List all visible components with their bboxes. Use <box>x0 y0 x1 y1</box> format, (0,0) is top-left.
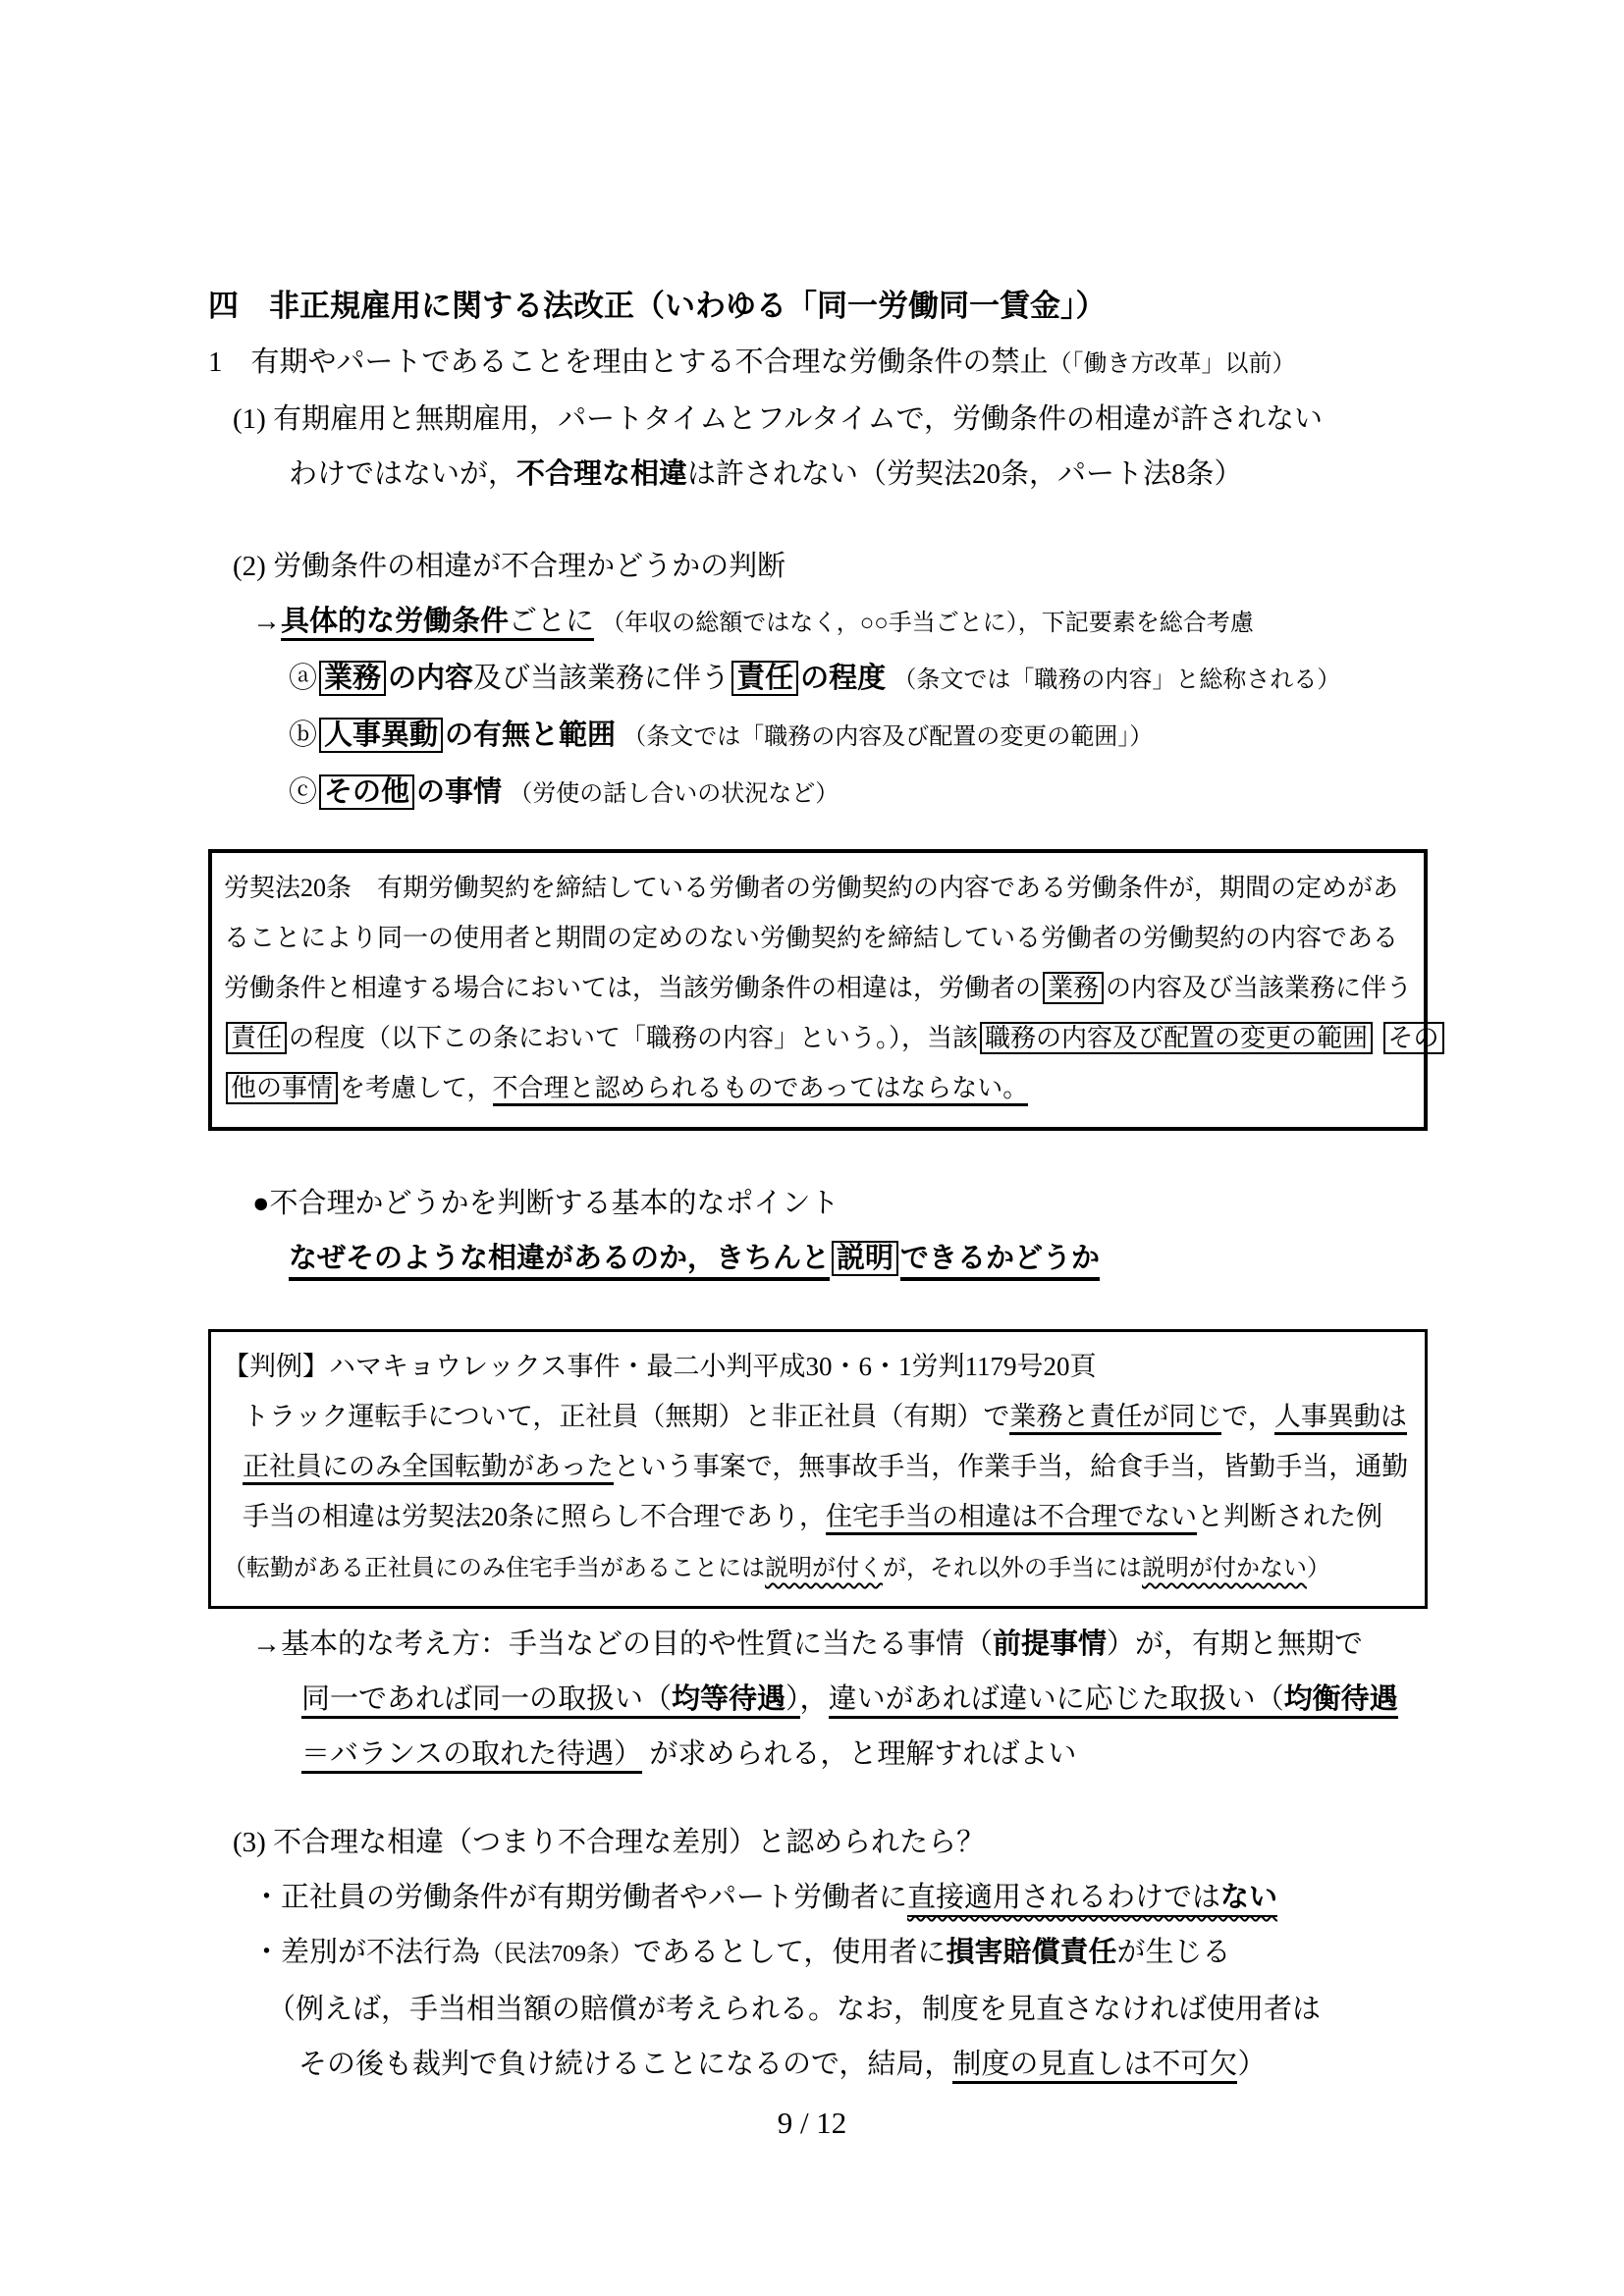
para-item3 <box>208 1815 1428 2092</box>
text-run: 説明が付かない <box>1142 1556 1307 1581</box>
text-line <box>224 863 1412 913</box>
text-run: （民法709条） <box>480 1942 634 1967</box>
text-run: 業務 <box>1043 972 1104 1004</box>
text-line <box>208 392 1428 447</box>
text-run: （条文では「職務の内容及び配置の変更の範囲」） <box>623 724 1154 750</box>
text-line <box>208 2037 1428 2092</box>
text-line <box>223 1392 1413 1442</box>
text-run: その <box>1383 1022 1444 1054</box>
text-run: の内容 <box>388 663 474 694</box>
text-run: 他の事情 <box>226 1072 338 1104</box>
text-line <box>224 1063 1412 1113</box>
text-run: 損害賠償責任 <box>946 1937 1117 1968</box>
text-run: 正社員にのみ全国転勤があった <box>243 1452 614 1485</box>
text-line <box>208 1617 1428 1672</box>
text-run: （例えば，手当相当額の賠償が考えられる。なお，制度を見直さなければ使用者は <box>267 1994 1322 2025</box>
text-line <box>208 1727 1428 1782</box>
text-run: であるとして，使用者に <box>633 1937 947 1968</box>
text-run: 説明 <box>832 1241 898 1276</box>
para-item2 <box>208 539 1428 822</box>
text-run: の事情 <box>416 776 503 808</box>
text-run: ごとに <box>509 606 594 641</box>
text-run: の程度（以下この条において「職務の内容」という。），当該 <box>289 1024 979 1052</box>
text-run: 人事異動は <box>1274 1402 1407 1435</box>
text-run: 説明が付く <box>765 1556 883 1581</box>
text-line <box>208 447 1428 502</box>
text-line <box>224 963 1412 1013</box>
text-run: 業務 <box>319 661 386 696</box>
text-run: ） <box>785 1683 800 1719</box>
text-run: の程度 <box>800 663 887 694</box>
basic-idea-para <box>208 1617 1428 1782</box>
text-run: その後も裁判で負け続けることになるので，結局， <box>298 2049 953 2080</box>
clause-box <box>208 849 1439 1131</box>
text-run: ⓐ <box>289 663 318 694</box>
text-run: （年収の総額ではなく，○○手当ごとに），下記要素を総合考慮 <box>601 611 1254 636</box>
text-line <box>208 1815 1428 1870</box>
text-run: が求められる，と理解すればよい <box>642 1738 1077 1770</box>
text-run: 均衡待遇 <box>1284 1683 1398 1719</box>
text-run: なぜそのような相違があるのか，きちんと <box>289 1243 830 1281</box>
text-run: は許されない（労契法20条，パート法8条） <box>687 458 1243 490</box>
para-item1 <box>208 392 1428 502</box>
text-run: の内容及び当該業務に伴う <box>1106 974 1413 1002</box>
text-run: 具体的な労働条件 <box>281 606 509 641</box>
text-run: ， <box>799 1683 829 1715</box>
text-run: ●不合理かどうかを判断する基本的なポイント <box>252 1188 839 1219</box>
text-line <box>208 1982 1428 2037</box>
text-run: 住宅手当の相違は不合理でない <box>826 1502 1197 1535</box>
text-line <box>208 765 1428 822</box>
text-run: （「働き方改革」以前） <box>1048 351 1296 377</box>
text-line <box>208 1672 1428 1727</box>
text-run: ）が，有期と無期で <box>1107 1629 1364 1660</box>
text-line <box>208 1870 1428 1925</box>
text-line <box>223 1342 1413 1392</box>
text-run: (2) 労働条件の相違が不合理かどうかの判断 <box>233 551 786 582</box>
text-line <box>208 1925 1428 1982</box>
text-line <box>224 1013 1439 1063</box>
text-line <box>208 335 1428 392</box>
text-run: （条文では「職務の内容」と総称される） <box>893 667 1341 693</box>
text-line <box>208 594 1428 651</box>
heading-text: 四 非正規雇用に関する法改正（いわゆる「同一労働同一賃金」） <box>208 289 1107 323</box>
text-run: 制度の見直しは不可欠 <box>952 2049 1237 2084</box>
text-run: 労働条件と相違する場合においては，当該労働条件の相違は，労働者の <box>224 974 1042 1002</box>
text-run: 責任 <box>226 1022 287 1054</box>
text-run: ・差別が不法行為 <box>252 1937 481 1968</box>
text-line <box>208 651 1428 708</box>
text-run: ・正社員の労働条件が有期労働者やパート労働者に <box>252 1882 908 1913</box>
text-line <box>208 539 1428 594</box>
text-run: 責任 <box>731 661 798 696</box>
text-run: 不合理と認められるものであってはならない。 <box>493 1074 1029 1106</box>
text-run: ） <box>1307 1556 1330 1581</box>
text-run: ない <box>1220 1882 1277 1917</box>
text-run: 前提事情 <box>993 1629 1108 1660</box>
text-run: ＝バランスの取れた待遇） <box>301 1738 642 1774</box>
text-line <box>208 1231 1428 1286</box>
text-run: わけではないが， <box>289 458 517 490</box>
text-run: の有無と範囲 <box>445 720 617 751</box>
text-run: 及び当該業務に伴う <box>473 663 731 694</box>
text-run: (3) 不合理な相違（つまり不合理な差別）と認められたら？ <box>233 1827 986 1858</box>
text-line <box>223 1442 1413 1492</box>
text-run: （労使の話し合いの状況など） <box>509 781 839 807</box>
text-run: 手当の相違は労契法20条に照らし不合理であり， <box>243 1502 826 1531</box>
text-run: 不合理な相違 <box>516 458 688 490</box>
text-line <box>223 1542 1413 1594</box>
text-run: ることにより同一の使用者と期間の定めのない労働契約を締結している労働者の労働契約の内容である <box>224 924 1399 952</box>
text-run: という事案で，無事故手当，作業手当，給食手当，皆勤手当，通勤 <box>613 1452 1409 1481</box>
text-run: (1) 有期雇用と無期雇用，パートタイムとフルタイムで，労働条件の相違が許されない <box>233 403 1324 435</box>
text-run: トラック運転手について，正社員（無期）と非正社員（有期）で <box>243 1402 1010 1431</box>
section-heading <box>208 278 1428 335</box>
text-run: ⓑ <box>289 720 318 751</box>
text-run: が，それ以外の手当には <box>883 1556 1142 1581</box>
text-run: 均等待遇 <box>672 1683 785 1719</box>
point-para <box>208 1176 1428 1286</box>
text-run: 同一であれば同一の取扱い（ <box>301 1683 672 1719</box>
text-line <box>208 708 1428 765</box>
text-run: その他 <box>319 774 414 810</box>
text-run: 職務の内容及び配置の変更の範囲 <box>980 1022 1373 1054</box>
text-run: （転勤がある正社員にのみ住宅手当があることには <box>223 1556 765 1581</box>
text-run: →基本的な考え方：手当などの目的や性質に当たる事情（ <box>252 1629 994 1660</box>
text-run <box>1375 1024 1381 1052</box>
text-line <box>208 1176 1428 1231</box>
text-run: で， <box>1221 1402 1274 1431</box>
text-run: 業務と責任が同じ <box>1009 1402 1221 1435</box>
text-run: 人事異動 <box>319 718 443 753</box>
text-run: できるかどうか <box>900 1243 1100 1281</box>
text-run: ） <box>1237 2049 1267 2080</box>
text-run: が生じる <box>1116 1937 1231 1968</box>
para-intro <box>208 335 1428 392</box>
text-run: 労契法20条 有期労働契約を締結している労働者の労働契約の内容である労働条件が，期間の定めがあ <box>224 874 1399 902</box>
text-line <box>224 913 1412 963</box>
text-run: と判断された例 <box>1197 1502 1382 1531</box>
text-run: 【判例】ハマキョウレックス事件・最二小判平成30・6・1労判1179号20頁 <box>223 1352 1097 1381</box>
text-run: 直接適用されるわけでは <box>907 1882 1220 1917</box>
text-run: 違いがあれば違いに応じた取扱い（ <box>829 1683 1284 1719</box>
hanrei-box <box>208 1329 1428 1609</box>
text-line <box>223 1492 1413 1542</box>
text-run: を考慮して， <box>340 1074 493 1102</box>
text-run: ⓒ <box>289 776 318 808</box>
text-line <box>208 278 1428 335</box>
page-number: 9 / 12 <box>777 2106 847 2140</box>
text-run: 1 有期やパートであることを理由とする不合理な労働条件の禁止 <box>208 347 1049 378</box>
text-run: → <box>252 606 281 637</box>
